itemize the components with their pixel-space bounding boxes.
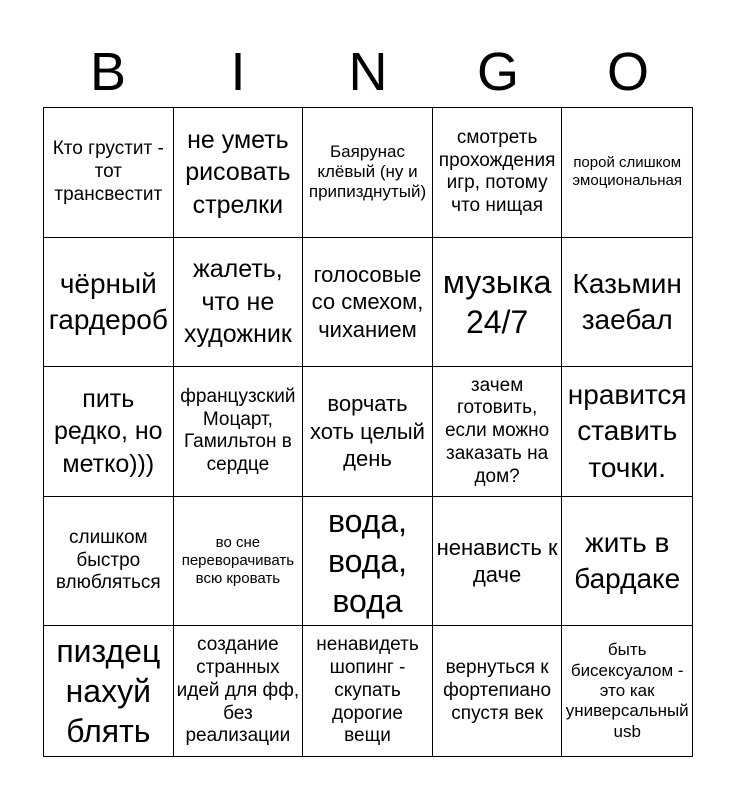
bingo-cell[interactable]: слишком быстро влюбляться [44,497,174,627]
bingo-cell[interactable]: пиздец нахуй блять [44,626,174,756]
header-letter-i: I [230,42,246,102]
bingo-cell[interactable]: жить в бардаке [562,497,692,627]
bingo-cell[interactable]: порой слишком эмоциональная [562,108,692,238]
bingo-cell[interactable]: ненависть к даче [433,497,563,627]
bingo-cell[interactable]: вода, вода, вода [303,497,433,627]
bingo-cell[interactable]: пить редко, но метко))) [44,367,174,497]
bingo-cell[interactable]: вернуться к фортепиано спустя век [433,626,563,756]
bingo-cell[interactable]: французский Моцарт, Гамильтон в сердце [174,367,304,497]
bingo-cell[interactable]: чёрный гардероб [44,238,174,368]
bingo-cell[interactable]: Баярунас клёвый (ну и припизднутый) [303,108,433,238]
header-letter-g: G [476,42,519,102]
bingo-cell[interactable]: музыка 24/7 [433,238,563,368]
bingo-cell[interactable]: нравится ставить точки. [562,367,692,497]
bingo-cell[interactable]: смотреть прохождения игр, потому что нищая [433,108,563,238]
bingo-cell[interactable]: ненавидеть шопинг - скупать дорогие вещи [303,626,433,756]
header-letter-b: B [89,42,127,102]
bingo-cell[interactable]: быть бисексуалом - это как универсальный usb [565,640,689,741]
bingo-cell[interactable]: во сне переворачивать всю кровать [174,497,304,627]
header-letter-n: N [348,42,388,102]
bingo-card [43,107,693,757]
bingo-cell[interactable]: жалеть, что не художник [174,238,304,368]
bingo-cell[interactable]: создание странных идей для фф, без реализации [174,626,304,756]
bingo-cell[interactable]: Казьмин заебал [562,238,692,368]
bingo-cell[interactable]: голосовые со смехом, чиханием [303,238,433,368]
header-letter-o: O [606,42,649,102]
bingo-cell[interactable]: зачем готовить, если можно заказать на дом? [433,367,563,497]
bingo-cell[interactable]: Кто грустит - тот трансвестит [44,108,174,238]
bingo-cell[interactable]: ворчать хоть целый день [303,367,433,497]
bingo-cell[interactable]: не уметь рисовать стрелки [174,108,304,238]
bingo-header [43,40,693,104]
